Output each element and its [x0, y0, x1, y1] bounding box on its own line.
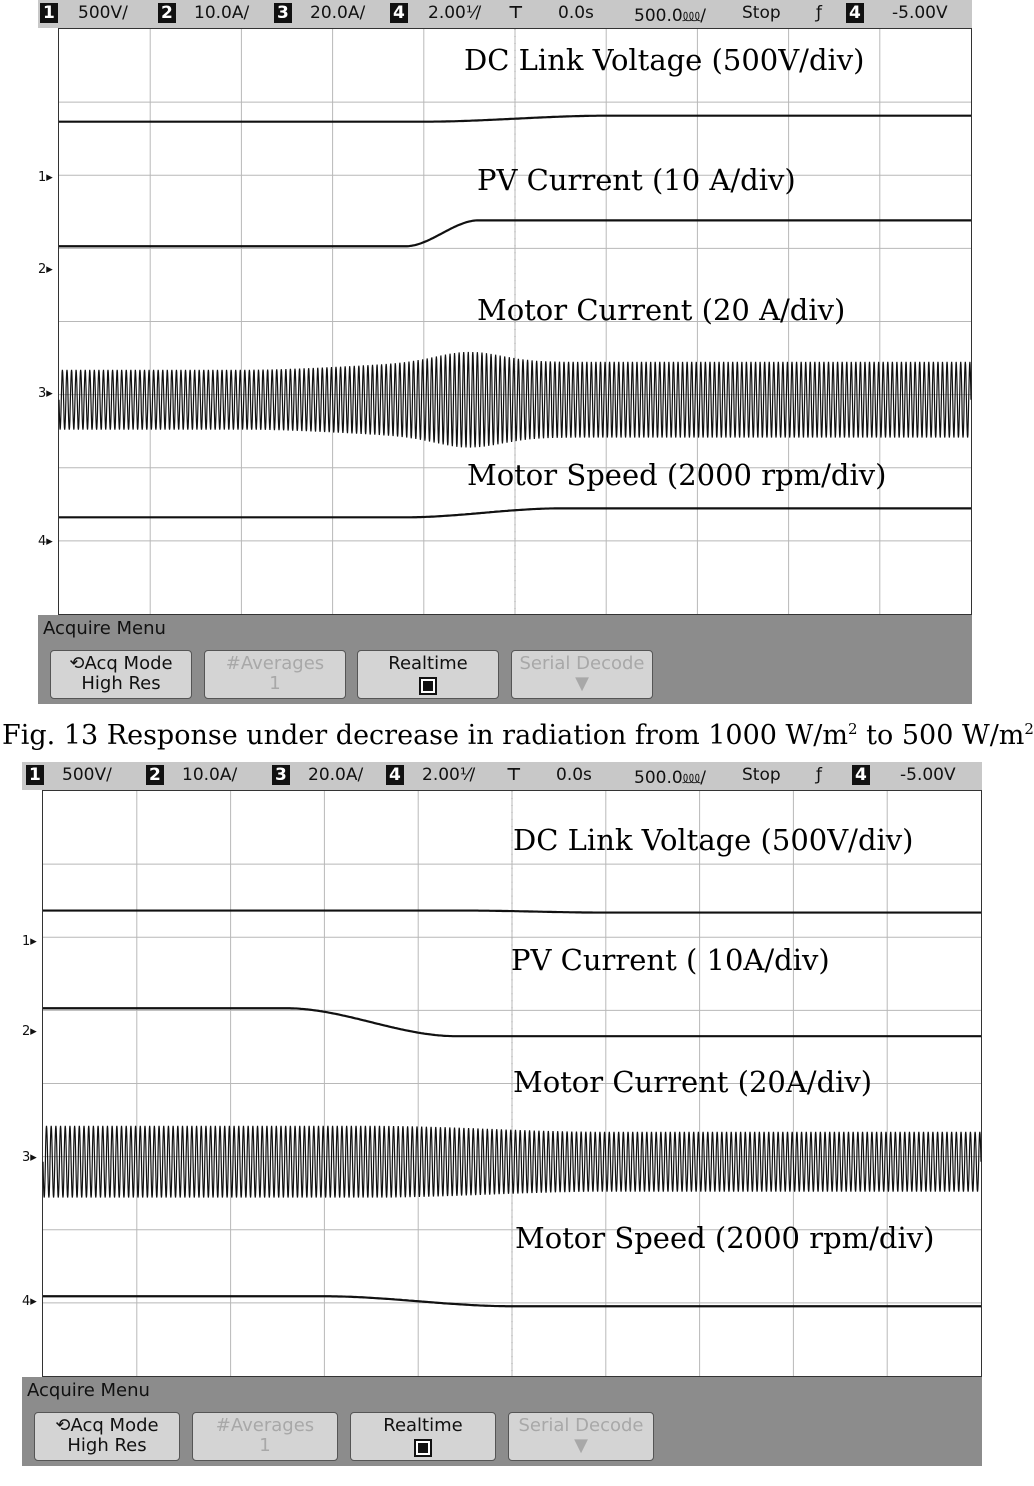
trace-motor-speed — [59, 508, 971, 517]
ch1-ground-marker[interactable]: 1▸ — [38, 170, 53, 185]
menu-title: Acquire Menu — [43, 618, 166, 639]
trace-pv-current — [59, 220, 971, 246]
ch3-ground-marker[interactable]: 3▸ — [38, 386, 53, 401]
figure-caption — [2, 720, 1034, 760]
acq-mode-value: High Res — [67, 1435, 147, 1456]
acquire-menu — [22, 1377, 982, 1466]
run-state[interactable]: Stop — [742, 765, 781, 785]
ch4-badge[interactable]: 4 — [386, 765, 404, 785]
realtime-checkbox-icon — [419, 677, 437, 695]
caption-part-b: to 500 W/m — [857, 720, 1025, 751]
realtime-label: Realtime — [388, 653, 468, 674]
trace-pv-current — [43, 1008, 981, 1036]
trigger-channel[interactable]: 4 — [852, 765, 870, 785]
label-pv-current: PV Current ( 10A/div) — [511, 943, 830, 977]
ch1-ground-marker[interactable]: 1▸ — [22, 934, 37, 949]
ch2-badge[interactable]: 2 — [158, 3, 176, 23]
serial-decode-softkey[interactable] — [508, 1412, 654, 1461]
ch3-scale: 20.0A/ — [310, 3, 366, 23]
ch2-badge[interactable]: 2 — [146, 765, 164, 785]
averages-label: #Averages — [215, 1415, 315, 1436]
ch2-ground-marker[interactable]: 2▸ — [22, 1024, 37, 1039]
ch1-scale: 500V/ — [78, 3, 128, 23]
averages-softkey[interactable] — [192, 1412, 338, 1461]
caption-part-a: Fig. 13 Response under decrease in radiation from 1000 W/m — [2, 720, 849, 751]
realtime-label: Realtime — [383, 1415, 463, 1436]
down-arrow-icon: ▼ — [575, 673, 589, 694]
trigger-level: -5.00V — [900, 765, 956, 785]
label-motor-speed: Motor Speed (2000 rpm/div) — [515, 1221, 935, 1255]
rotate-knob-icon: ⟲ — [55, 1415, 71, 1436]
trigger-position-icon: ⊤ — [508, 3, 524, 23]
trace-motor-speed — [43, 1296, 981, 1306]
time-offset: 0.0s — [556, 765, 592, 785]
acq-mode-value: High Res — [81, 673, 161, 694]
label-dc-link-voltage: DC Link Voltage (500V/div) — [464, 43, 865, 77]
ch2-ground-marker[interactable]: 2▸ — [38, 262, 53, 277]
label-motor-current: Motor Current (20 A/div) — [477, 293, 846, 327]
label-motor-current: Motor Current (20A/div) — [513, 1065, 873, 1099]
ch4-ground-marker[interactable]: 4▸ — [22, 1294, 37, 1309]
rising-edge-icon: ƒ — [816, 765, 822, 785]
averages-value: 1 — [269, 673, 281, 694]
acquire-menu — [38, 615, 972, 704]
serial-decode-label: Serial Decode — [518, 1415, 644, 1436]
label-dc-link-voltage: DC Link Voltage (500V/div) — [513, 823, 914, 857]
rising-edge-icon: ƒ — [816, 3, 822, 23]
trace-motor-current — [59, 352, 971, 448]
ch1-scale: 500V/ — [62, 765, 112, 785]
trigger-channel[interactable]: 4 — [846, 3, 864, 23]
ch2-scale: 10.0A/ — [182, 765, 238, 785]
ch4-badge[interactable]: 4 — [390, 3, 408, 23]
status-bar — [22, 762, 982, 790]
ch4-scale: 2.00⅟/ — [428, 3, 482, 23]
status-bar — [38, 0, 972, 28]
caption-sup-b: 2 — [1024, 720, 1034, 738]
averages-label: #Averages — [225, 653, 325, 674]
acq-mode-label: Acq Mode — [84, 653, 173, 674]
averages-value: 1 — [259, 1435, 271, 1456]
time-offset: 0.0s — [558, 3, 594, 23]
menu-title: Acquire Menu — [27, 1380, 150, 1401]
ch3-badge[interactable]: 3 — [272, 765, 290, 785]
oscilloscope-screenshot-1 — [38, 0, 972, 704]
trace-motor-current — [43, 1126, 981, 1198]
waveform-display — [58, 28, 972, 615]
time-div: 500.0⅏/ — [634, 6, 706, 26]
realtime-checkbox-icon — [414, 1439, 432, 1457]
ch4-scale: 2.00⅟/ — [422, 765, 476, 785]
trigger-position-icon: ⊤ — [506, 765, 522, 785]
ch1-badge[interactable]: 1 — [26, 765, 44, 785]
label-motor-speed: Motor Speed (2000 rpm/div) — [467, 458, 887, 492]
acq-mode-label: Acq Mode — [70, 1415, 159, 1436]
serial-decode-softkey[interactable] — [511, 650, 653, 699]
trace-dc-link-voltage — [59, 116, 971, 122]
waveform-display — [42, 790, 982, 1377]
ch4-ground-marker[interactable]: 4▸ — [38, 534, 53, 549]
acq-mode-softkey[interactable] — [50, 650, 192, 699]
ch3-ground-marker[interactable]: 3▸ — [22, 1150, 37, 1165]
trigger-level: -5.00V — [892, 3, 948, 23]
time-div: 500.0⅏/ — [634, 768, 706, 788]
run-state[interactable]: Stop — [742, 3, 781, 23]
realtime-softkey[interactable] — [357, 650, 499, 699]
ch3-scale: 20.0A/ — [308, 765, 364, 785]
ch3-badge[interactable]: 3 — [274, 3, 292, 23]
rotate-knob-icon: ⟲ — [69, 653, 85, 674]
caption-sup-a: 2 — [848, 720, 858, 738]
realtime-softkey[interactable] — [350, 1412, 496, 1461]
label-pv-current: PV Current (10 A/div) — [477, 163, 796, 197]
averages-softkey[interactable] — [204, 650, 346, 699]
ch1-badge[interactable]: 1 — [40, 3, 58, 23]
ch2-scale: 10.0A/ — [194, 3, 250, 23]
down-arrow-icon: ▼ — [574, 1435, 588, 1456]
oscilloscope-screenshot-2 — [22, 762, 982, 1466]
serial-decode-label: Serial Decode — [519, 653, 645, 674]
acq-mode-softkey[interactable] — [34, 1412, 180, 1461]
trace-dc-link-voltage — [43, 911, 981, 913]
